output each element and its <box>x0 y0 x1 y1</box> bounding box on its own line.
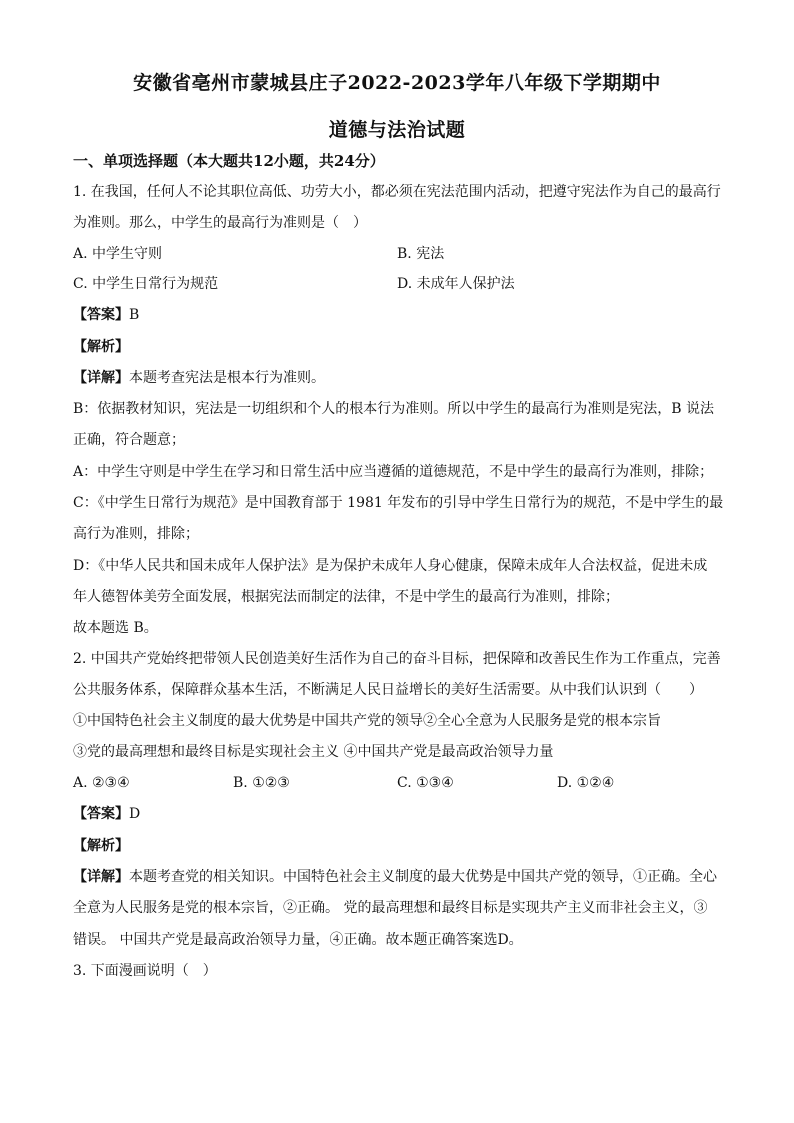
q2-detail-tag: 【详解】 <box>73 869 129 885</box>
q1-option-a: A. 中学生守则 <box>73 246 163 262</box>
q1-conclusion: 故本题选 B。 <box>73 620 158 636</box>
q1-explain-a-line1: A：中学生守则是中学生在学习和日常生活中应当遵循的道德规范，不是中学生的最高行为准则，排除； <box>73 464 714 480</box>
q2-detail-line3: 错误。 中国共产党是最高政治领导力量，④正确。故本题正确答案选D。 <box>73 932 523 948</box>
q2-analysis-tag: 【解析】 <box>73 838 129 854</box>
q1-detail-text: 本题考查宪法是根本行为准则。 <box>129 370 325 386</box>
q2-answer-tag: 【答案】 <box>73 806 129 822</box>
q1-option-d: D. 未成年人保护法 <box>397 276 515 292</box>
q1-explain-b-line1: B：依据教材知识，宪法是一切组织和个人的根本行为准则。所以中学生的最高行为准则是宪法，B 说法 <box>73 401 715 417</box>
q2-answer <box>73 804 140 824</box>
q1-explain-b-line2: 正确，符合题意； <box>73 432 185 448</box>
q1-answer-tag: 【答案】 <box>73 307 129 323</box>
q1-answer-value: B <box>129 307 140 323</box>
q3-stem: 3. 下面漫画说明（ ） <box>73 963 217 979</box>
q1-option-c: C. 中学生日常行为规范 <box>73 276 219 292</box>
q2-option-a: A. ②③④ <box>73 775 130 791</box>
document-title-line1: 安徽省亳州市蒙城县庄子2022-2023学年八年级下学期期中 <box>133 72 661 94</box>
q2-answer-value: D <box>129 806 141 822</box>
q1-explain-c-line1: C：《中学生日常行为规范》是中国教育部于 1981 年发布的引导中学生日常行为的规范，不是中学生的最 <box>73 495 724 511</box>
q1-answer <box>73 305 139 325</box>
q1-stem-line2: 为准则。那么，中学生的最高行为准则是（ ） <box>73 215 367 231</box>
q2-detail-line1 <box>73 867 717 887</box>
q1-detail <box>73 368 325 388</box>
q2-items-line2: ③党的最高理想和最终目标是实现社会主义 ④中国共产党是最高政治领导力量 <box>73 744 554 760</box>
q2-detail-text-1: 本题考查党的相关知识。中国特色社会主义制度的最大优势是中国共产党的领导，①正确。全心 <box>129 869 717 885</box>
section-heading: 一、单项选择题（本大题共12小题，共24分） <box>73 152 385 170</box>
q1-explain-d-line2: 年人德智体美劳全面发展，根据宪法而制定的法律，不是中学生的最高行为准则，排除； <box>73 589 619 605</box>
q2-detail-line2: 全意为人民服务是党的根本宗旨，②正确。 党的最高理想和最终目标是实现共产主义而非社会主义，③ <box>73 900 708 916</box>
q1-explain-d-line1: D：《中华人民共和国未成年人保护法》是为保护未成年人身心健康，保障未成年人合法权益，促进未成 <box>73 558 708 574</box>
q1-stem-line1: 1. 在我国，任何人不论其职位高低、功劳大小，都必须在宪法范围内活动，把遵守宪法作为自己的最高行 <box>73 184 721 200</box>
q2-option-c: C. ①③④ <box>397 775 454 791</box>
q1-option-b: B. 宪法 <box>397 246 445 262</box>
q1-analysis-tag: 【解析】 <box>73 339 129 355</box>
q2-stem-line2: 公共服务体系，保障群众基本生活，不断满足人民日益增长的美好生活需要。从中我们认识到（ ） <box>73 682 703 698</box>
q1-detail-tag: 【详解】 <box>73 370 129 386</box>
q2-items-line1: ①中国特色社会主义制度的最大优势是中国共产党的领导②全心全意为人民服务是党的根本宗旨 <box>73 713 661 729</box>
document-title-line2: 道德与法治试题 <box>328 119 466 141</box>
q2-option-d: D. ①②④ <box>557 775 615 791</box>
q2-stem-line1: 2. 中国共产党始终把带领人民创造美好生活作为自己的奋斗目标，把保障和改善民生作为工作重点，完善 <box>73 651 721 667</box>
q2-option-b: B. ①②③ <box>233 775 290 791</box>
q1-explain-c-line2: 高行为准则，排除； <box>73 526 199 542</box>
